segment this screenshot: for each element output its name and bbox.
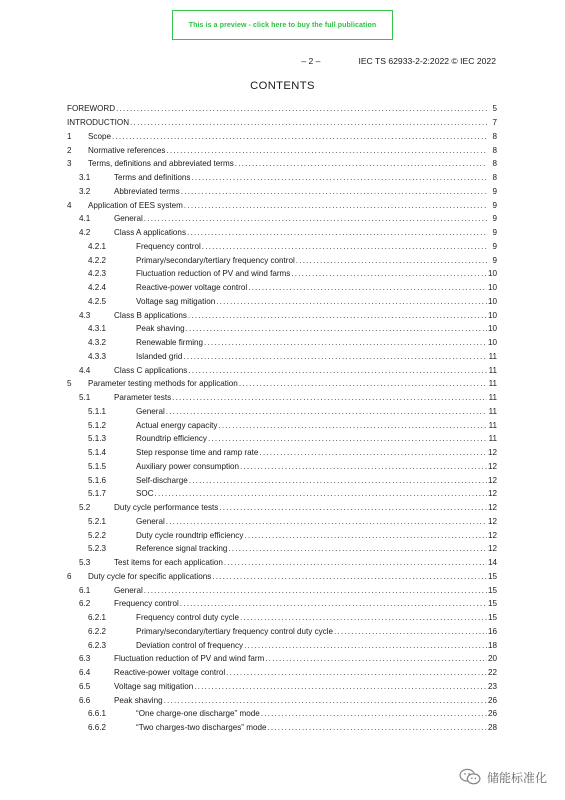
toc-entry[interactable] — [67, 556, 497, 570]
toc-entry-title — [114, 214, 487, 223]
toc-entry-number: 3 — [67, 159, 72, 169]
toc-entry-title-text: Voltage sag mitigation — [114, 681, 194, 691]
toc-entry-page: 10 — [487, 338, 497, 348]
toc-entry-page: 11 — [488, 365, 497, 375]
toc-entry[interactable] — [67, 625, 497, 639]
toc-entry-title-text: Peak shaving — [136, 324, 185, 334]
toc-entry-page: 12 — [487, 530, 497, 540]
toc-entry-title — [88, 146, 487, 155]
toc-leader-dots — [212, 572, 487, 581]
toc-leader-dots — [240, 462, 487, 471]
toc-entry-number: 5.2.2 — [88, 530, 107, 540]
toc-leader-dots — [235, 159, 487, 168]
toc-entry-number: 6.2.2 — [88, 626, 107, 636]
toc-entry-page: 14 — [487, 558, 497, 568]
toc-leader-dots — [112, 132, 487, 141]
toc-entry-title-text: General — [114, 214, 143, 224]
toc-entry-title — [88, 159, 487, 168]
toc-entry-title — [114, 187, 487, 196]
toc-entry[interactable] — [67, 515, 497, 529]
toc-entry-page: 11 — [488, 351, 497, 361]
toc-entry[interactable] — [67, 487, 497, 501]
toc-entry-number: 6.1 — [79, 585, 91, 595]
toc-entry[interactable] — [67, 597, 497, 611]
toc-entry-page: 12 — [487, 544, 497, 554]
toc-entry-title — [114, 173, 487, 182]
toc-entry-page: 16 — [487, 626, 497, 636]
toc-leader-dots — [180, 599, 487, 608]
toc-leader-dots — [240, 613, 487, 622]
toc-entry-title-text: Voltage sag mitigation — [136, 296, 216, 306]
toc-entry[interactable] — [67, 185, 497, 199]
toc-leader-dots — [188, 366, 487, 375]
toc-entry[interactable] — [67, 528, 497, 542]
toc-entry-page: 12 — [487, 475, 497, 485]
toc-leader-dots — [259, 448, 487, 457]
toc-entry-title-text: Frequency control duty cycle — [136, 613, 240, 623]
toc-entry[interactable] — [67, 570, 497, 584]
toc-entry[interactable] — [67, 226, 497, 240]
toc-entry[interactable] — [67, 322, 497, 336]
toc-leader-dots — [144, 586, 487, 595]
toc-entry-title — [136, 297, 487, 306]
toc-entry[interactable] — [67, 473, 497, 487]
toc-entry-page: 9 — [492, 200, 497, 210]
toc-entry[interactable] — [67, 652, 497, 666]
toc-entry[interactable] — [67, 308, 497, 322]
toc-entry-page: 10 — [487, 269, 497, 279]
toc-entry-number: 4.2.4 — [88, 283, 107, 293]
toc-leader-dots — [155, 489, 487, 498]
toc-entry-title — [136, 627, 487, 636]
toc-leader-dots — [144, 214, 487, 223]
toc-entry-title — [136, 324, 487, 333]
toc-entry-title-text: Terms, definitions and abbreviated terms — [88, 159, 234, 169]
toc-entry-number: 6.6.1 — [88, 709, 107, 719]
toc-entry-title-text: Parameter testing methods for application — [88, 379, 238, 389]
toc-entry-number: 6.4 — [79, 668, 91, 678]
toc-leader-dots — [166, 146, 487, 155]
toc-entry-number: 5.2 — [79, 503, 91, 513]
toc-entry-title-text: Reactive-power voltage control — [136, 283, 248, 293]
toc-entry-title-text: Fluctuation reduction of PV and wind farm — [114, 654, 265, 664]
toc-entry-number: 6.5 — [79, 681, 91, 691]
toc-leader-dots — [226, 668, 487, 677]
toc-entry-page: 10 — [487, 310, 497, 320]
toc-entry[interactable] — [67, 680, 497, 694]
toc-entry-title-text: Class B applications — [114, 310, 187, 320]
toc-entry-title-text: Scope — [88, 131, 111, 141]
toc-leader-dots — [189, 476, 487, 485]
toc-entry-title — [136, 641, 487, 650]
toc-entry-page: 26 — [487, 695, 497, 705]
toc-leader-dots — [334, 627, 487, 636]
toc-entry-number: 5.1.5 — [88, 461, 107, 471]
toc-entry-number: 5.1 — [79, 393, 91, 403]
toc-entry[interactable] — [67, 405, 497, 419]
toc-entry[interactable] — [67, 721, 497, 735]
toc-entry-page: 9 — [492, 214, 497, 224]
watermark — [459, 768, 547, 786]
toc-entry-page: 15 — [487, 599, 497, 609]
toc-entry[interactable] — [67, 460, 497, 474]
toc-entry-number: 6.2.1 — [88, 613, 107, 623]
toc-entry-page: 22 — [487, 668, 497, 678]
toc-leader-dots — [219, 503, 487, 512]
toc-leader-dots — [164, 696, 487, 705]
toc-entry-page: 8 — [492, 131, 497, 141]
toc-entry-number: 4.2.1 — [88, 241, 107, 251]
toc-entry-title-text: Terms and definitions — [114, 173, 191, 183]
toc-entry-title — [114, 682, 487, 691]
toc-entry-title — [136, 421, 487, 430]
toc-entry[interactable] — [67, 198, 497, 212]
toc-leader-dots — [248, 283, 487, 292]
toc-entry-page: 12 — [487, 461, 497, 471]
toc-entry-page: 8 — [492, 145, 497, 155]
toc-leader-dots — [204, 338, 487, 347]
toc-leader-dots — [261, 709, 487, 718]
document-reference: IEC TS 62933-2-2:2022 © IEC 2022 — [358, 56, 496, 66]
toc-entry-number: 4.3.2 — [88, 338, 107, 348]
toc-entry-title — [88, 201, 487, 210]
toc-entry-title — [136, 434, 487, 443]
toc-entry-number: 5.3 — [79, 558, 91, 568]
toc-entry-title-text: Test items for each application — [114, 558, 223, 568]
toc-leader-dots — [208, 434, 487, 443]
toc-leader-dots — [218, 421, 487, 430]
toc-leader-dots — [187, 228, 487, 237]
toc-entry[interactable] — [67, 212, 497, 226]
toc-entry-title-text: Normative references — [88, 145, 166, 155]
toc-entry-title-text: “One charge-one discharge” mode — [136, 709, 260, 719]
toc-entry-title — [114, 503, 487, 512]
toc-entry-title-text: Frequency control — [136, 241, 201, 251]
toc-entry-number: 6.2 — [79, 599, 91, 609]
contents-heading: CONTENTS — [250, 80, 315, 92]
toc-entry-number: 5.2.1 — [88, 516, 107, 526]
toc-entry[interactable] — [67, 295, 497, 309]
toc-leader-dots — [166, 407, 487, 416]
toc-entry-title-text: Duty cycle roundtrip efficiency — [136, 530, 244, 540]
toc-entry-title — [88, 132, 487, 141]
toc-entry-page: 18 — [487, 640, 497, 650]
toc-entry-number: 3.1 — [79, 173, 91, 183]
toc-entry[interactable] — [67, 446, 497, 460]
toc-leader-dots — [191, 173, 487, 182]
toc-entry[interactable] — [67, 363, 497, 377]
toc-entry[interactable] — [67, 143, 497, 157]
toc-entry-page: 10 — [487, 283, 497, 293]
toc-entry-title — [114, 654, 487, 663]
toc-entry-page: 23 — [487, 681, 497, 691]
toc-entry-title-text: General — [136, 406, 165, 416]
toc-entry-title — [136, 723, 487, 732]
toc-entry-number: 5.1.6 — [88, 475, 107, 485]
toc-entry-number: 4.3 — [79, 310, 91, 320]
toc-entry-number: 4.2 — [79, 228, 91, 238]
toc-entry[interactable] — [67, 350, 497, 364]
toc-entry-title — [67, 118, 487, 127]
toc-entry-title-text: Frequency control — [114, 599, 179, 609]
toc-entry-number: 4.2.3 — [88, 269, 107, 279]
toc-entry-title — [136, 256, 487, 265]
toc-entry-page: 10 — [487, 296, 497, 306]
toc-entry-number: 6.6 — [79, 695, 91, 705]
toc-entry-number: 5.1.2 — [88, 420, 107, 430]
toc-entry-title-text: INTRODUCTION — [67, 118, 130, 128]
toc-entry-title — [114, 366, 487, 375]
toc-entry-title — [114, 586, 487, 595]
toc-entry-number: 5 — [67, 379, 72, 389]
toc-entry-number: 6.3 — [79, 654, 91, 664]
toc-entry[interactable] — [67, 171, 497, 185]
toc-leader-dots — [228, 544, 487, 553]
toc-entry-title — [88, 572, 487, 581]
toc-entry[interactable] — [67, 501, 497, 515]
toc-entry-title — [136, 407, 487, 416]
toc-entry-number: 5.1.1 — [88, 406, 107, 416]
toc-leader-dots — [181, 187, 487, 196]
toc-entry-number: 3.2 — [79, 186, 91, 196]
toc-entry-number: 4.2.5 — [88, 296, 107, 306]
toc-entry-title-text: Step response time and ramp rate — [136, 448, 259, 458]
page-header — [301, 56, 496, 66]
toc-entry-title — [136, 476, 487, 485]
toc-entry-title — [136, 544, 487, 553]
toc-entry[interactable] — [67, 281, 497, 295]
toc-entry-title-text: FOREWORD — [67, 104, 116, 114]
toc-entry-number: 4 — [67, 200, 72, 210]
toc-entry-number: 4.1 — [79, 214, 91, 224]
toc-entry-title — [136, 338, 487, 347]
toc-entry-number: 4.4 — [79, 365, 91, 375]
toc-entry-page: 8 — [492, 173, 497, 183]
toc-entry-number: 5.1.7 — [88, 489, 107, 499]
toc-entry-title-text: General — [136, 516, 165, 526]
toc-entry-title — [114, 393, 487, 402]
toc-entry-title-text: Reference signal tracking — [136, 544, 228, 554]
toc-entry-number: 4.3.1 — [88, 324, 107, 334]
toc-entry-number: 6.2.3 — [88, 640, 107, 650]
toc-entry-title — [88, 379, 487, 388]
toc-entry-page: 9 — [492, 228, 497, 238]
toc-leader-dots — [188, 311, 487, 320]
toc-leader-dots — [183, 352, 487, 361]
toc-entry[interactable] — [67, 336, 497, 350]
toc-entry-number: 6 — [67, 571, 72, 581]
toc-entry-title-text: Class C applications — [114, 365, 188, 375]
toc-leader-dots — [216, 297, 487, 306]
toc-leader-dots — [202, 242, 487, 251]
toc-entry-page: 5 — [492, 104, 497, 114]
page-number: – 2 – — [301, 56, 321, 66]
toc-entry-page: 8 — [492, 159, 497, 169]
toc-entry-page: 9 — [492, 255, 497, 265]
toc-entry-title-text: Parameter tests — [114, 393, 172, 403]
toc-entry[interactable] — [67, 157, 497, 171]
toc-leader-dots — [166, 517, 487, 526]
wechat-icon — [459, 768, 481, 786]
toc-entry[interactable] — [67, 240, 497, 254]
toc-entry-title-text: General — [114, 585, 143, 595]
toc-entry-page: 7 — [492, 118, 497, 128]
toc-entry-page: 9 — [492, 241, 497, 251]
toc-entry-page: 11 — [488, 434, 497, 444]
toc-entry-title — [114, 558, 487, 567]
toc-entry[interactable] — [67, 391, 497, 405]
toc-leader-dots — [194, 682, 487, 691]
toc-entry-title-text: Islanded grid — [136, 351, 183, 361]
toc-leader-dots — [184, 201, 487, 210]
toc-entry-page: 15 — [487, 585, 497, 595]
toc-leader-dots — [291, 269, 487, 278]
toc-entry[interactable] — [67, 418, 497, 432]
toc-entry[interactable] — [67, 542, 497, 556]
toc-entry-title — [136, 531, 487, 540]
toc-entry-number: 4.2.2 — [88, 255, 107, 265]
toc-leader-dots — [130, 118, 487, 127]
toc-leader-dots — [224, 558, 487, 567]
toc-entry[interactable] — [67, 583, 497, 597]
toc-entry-number: 5.2.3 — [88, 544, 107, 554]
toc-leader-dots — [172, 393, 487, 402]
toc-entry-page: 26 — [487, 709, 497, 719]
toc-entry-title-text: Primary/secondary/tertiary frequency control — [136, 255, 295, 265]
toc-entry[interactable] — [67, 638, 497, 652]
toc-entry-title — [136, 462, 487, 471]
toc-leader-dots — [267, 723, 487, 732]
toc-entry-page: 12 — [487, 516, 497, 526]
toc-entry-page: 10 — [487, 324, 497, 334]
toc-entry-page: 12 — [487, 489, 497, 499]
toc-entry-title-text: Fluctuation reduction of PV and wind farms — [136, 269, 291, 279]
toc-entry[interactable] — [67, 666, 497, 680]
toc-entry-number: 4.3.3 — [88, 351, 107, 361]
toc-entry-title — [136, 517, 487, 526]
toc-entry-title — [114, 311, 487, 320]
toc-entry-title-text: SOC — [136, 489, 154, 499]
toc-entry-title — [114, 668, 487, 677]
toc-entry-title — [136, 448, 487, 457]
toc-entry[interactable] — [67, 253, 497, 267]
toc-entry[interactable] — [67, 267, 497, 281]
toc-entry-page: 11 — [488, 406, 497, 416]
banner-text[interactable]: This is a preview - click here to buy the full publication — [188, 21, 377, 29]
toc-entry-title-text: Application of EES system — [88, 200, 183, 210]
toc-entry-title — [136, 283, 487, 292]
toc-entry[interactable] — [67, 611, 497, 625]
toc-leader-dots — [239, 379, 487, 388]
toc-entry-title — [136, 269, 487, 278]
toc-leader-dots — [186, 324, 487, 333]
toc-entry-page: 11 — [488, 420, 497, 430]
toc-entry-title-text: Primary/secondary/tertiary frequency control duty cycle — [136, 626, 334, 636]
toc-entry-page: 12 — [487, 448, 497, 458]
toc-entry-title — [114, 228, 487, 237]
toc-entry-number: 1 — [67, 131, 72, 141]
toc-entry-page: 11 — [488, 393, 497, 403]
toc-entry-title-text: Renewable firming — [136, 338, 204, 348]
toc-entry-title — [136, 352, 487, 361]
toc-entry-number: 2 — [67, 145, 72, 155]
toc-entry-title — [136, 489, 487, 498]
toc-entry-title-text: Peak shaving — [114, 695, 163, 705]
toc-entry-title-text: Actual energy capacity — [136, 420, 218, 430]
toc-entry-page: 15 — [487, 613, 497, 623]
toc-entry[interactable] — [67, 377, 497, 391]
toc-entry-title-text: Reactive-power voltage control — [114, 668, 226, 678]
toc-entry-title — [136, 709, 487, 718]
toc-entry-number: 5.1.3 — [88, 434, 107, 444]
toc-entry[interactable] — [67, 130, 497, 144]
toc-entry[interactable] — [67, 707, 497, 721]
toc-entry-title-text: Self-discharge — [136, 475, 188, 485]
toc-entry-page: 11 — [488, 379, 497, 389]
toc-entry-page: 15 — [487, 571, 497, 581]
buy-preview-banner[interactable] — [172, 10, 393, 40]
toc-entry[interactable] — [67, 693, 497, 707]
toc-entry-title-text: Duty cycle for specific applications — [88, 571, 212, 581]
toc-entry-page: 28 — [487, 723, 497, 733]
toc-entry-title-text: “Two charges-two discharges” mode — [136, 723, 267, 733]
toc-entry-title-text: Auxiliary power consumption — [136, 461, 240, 471]
toc-entry[interactable] — [67, 102, 497, 116]
toc-entry-title — [67, 104, 487, 113]
toc-leader-dots — [296, 256, 487, 265]
toc-entry-title-text: Duty cycle performance tests — [114, 503, 219, 513]
toc-entry-number: 5.1.4 — [88, 448, 107, 458]
toc-entry-title-text: Roundtrip efficiency — [136, 434, 207, 444]
toc-leader-dots — [244, 641, 487, 650]
toc-leader-dots — [116, 104, 487, 113]
table-of-contents — [67, 102, 497, 735]
toc-entry-page: 20 — [487, 654, 497, 664]
toc-leader-dots — [265, 654, 487, 663]
toc-entry-page: 12 — [487, 503, 497, 513]
watermark-text: 储能标准化 — [486, 770, 547, 785]
toc-entry-title-text: Class A applications — [114, 228, 186, 238]
toc-entry-title — [114, 696, 487, 705]
toc-entry-title — [136, 613, 487, 622]
toc-entry[interactable] — [67, 432, 497, 446]
toc-entry-title — [114, 599, 487, 608]
toc-entry-title-text: Deviation control of frequency — [136, 640, 244, 650]
toc-entry-title-text: Abbreviated terms — [114, 186, 180, 196]
toc-leader-dots — [244, 531, 487, 540]
toc-entry-number: 6.6.2 — [88, 723, 107, 733]
toc-entry[interactable] — [67, 116, 497, 130]
toc-entry-title — [136, 242, 487, 251]
toc-entry-page: 9 — [492, 186, 497, 196]
